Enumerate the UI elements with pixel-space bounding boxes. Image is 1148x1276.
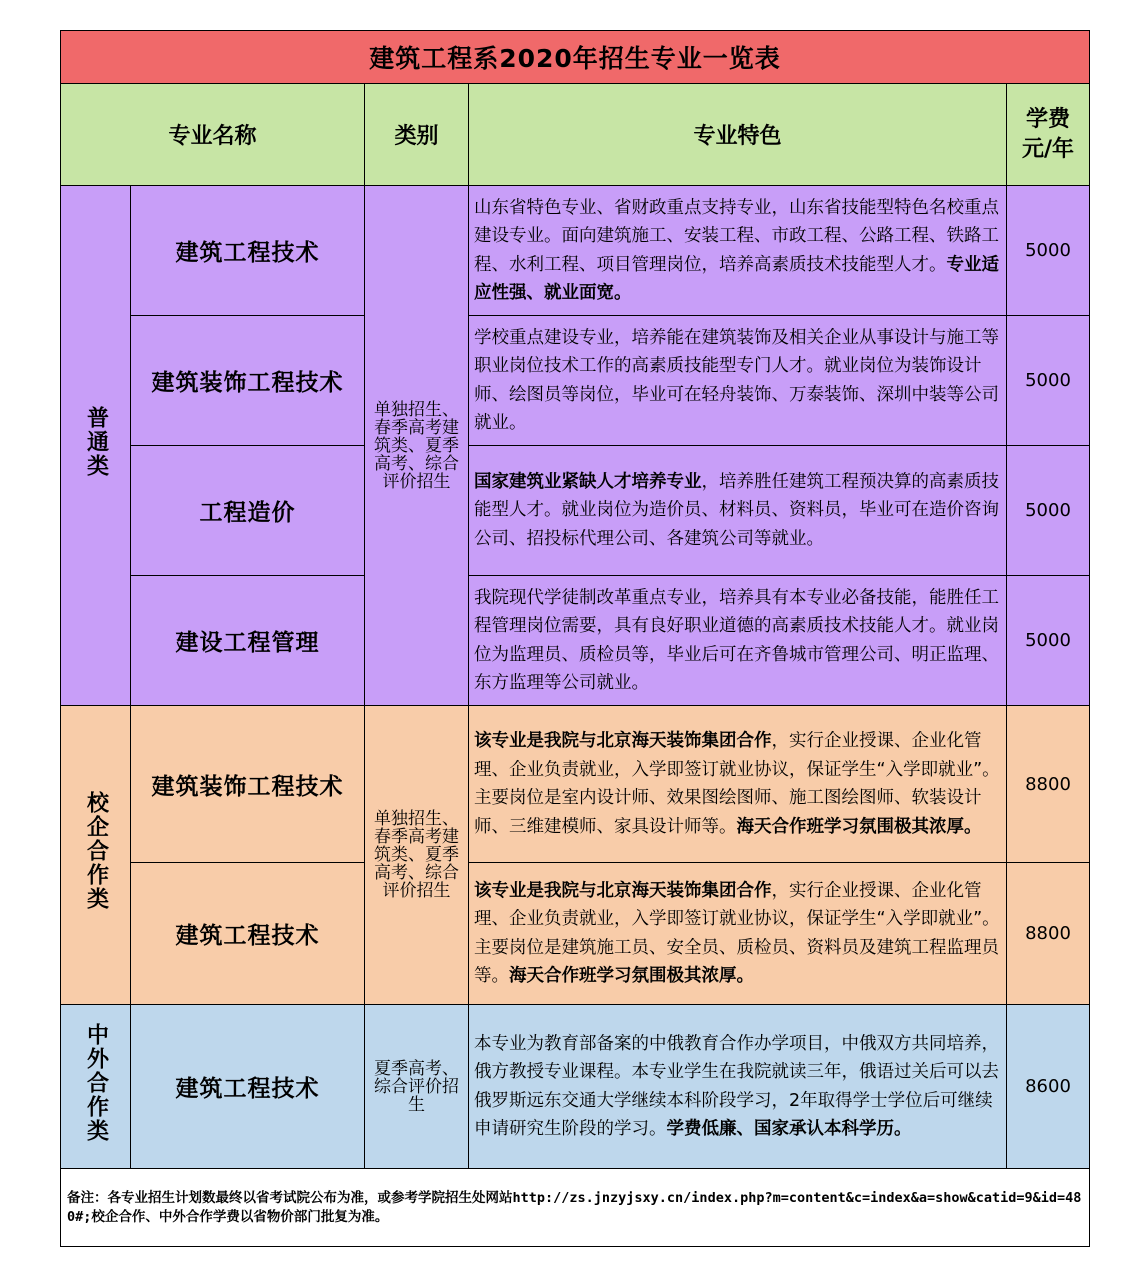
- table-row: [61, 186, 1090, 316]
- group-label-general: 普通类: [61, 186, 131, 706]
- major-features: 本专业为教育部备案的中俄教育合作办学项目，中俄双方共同培养，俄方教授专业课程。本专业学生在我院就读三年，俄语过关后可以去俄罗斯远东交通大学继续本科阶段学习，2年取得学士学位后可继续申请研究生阶段的学习。学费低廉、国家承认本科学历。: [469, 1005, 1007, 1169]
- header-fee-line2: 元/年: [1021, 136, 1075, 162]
- major-features: 该专业是我院与北京海天装饰集团合作，实行企业授课、企业化管理、企业负责就业，入学即签订就业协议，保证学生“入学即就业”。 主要岗位是室内设计师、效果图绘图师、施工图绘图师、软装设计师、三维建模师、家具设计师等。海天合作班学习氛围极其浓厚。: [469, 706, 1007, 863]
- major-name: 建筑装饰工程技术: [131, 316, 365, 446]
- major-name: 建筑工程技术: [131, 863, 365, 1005]
- table-title: 建筑工程系2020年招生专业一览表: [61, 31, 1090, 84]
- group-label-sino-foreign: 中外合作类: [61, 1005, 131, 1169]
- table-row: [61, 316, 1090, 446]
- major-name: 建筑装饰工程技术: [131, 706, 365, 863]
- tuition-fee: 5000: [1007, 186, 1090, 316]
- category-sino-foreign: 夏季高考、综合评价招生: [365, 1005, 469, 1169]
- major-features: 该专业是我院与北京海天装饰集团合作，实行企业授课、企业化管理、企业负责就业，入学即签订就业协议，保证学生“入学即就业”。 主要岗位是建筑施工员、安全员、质检员、资料员及建筑工程监理员等。海天合作班学习氛围极其浓厚。: [469, 863, 1007, 1005]
- major-name: 建筑工程技术: [131, 186, 365, 316]
- major-features: 我院现代学徒制改革重点专业，培养具有本专业必备技能，能胜任工程管理岗位需要，具有良好职业道德的高素质技术技能人才。就业岗位为监理员、质检员等，毕业后可在齐鲁城市管理公司、明正监理、东方监理等公司就业。: [469, 576, 1007, 706]
- tuition-fee: 8800: [1007, 863, 1090, 1005]
- major-features: 学校重点建设专业，培养能在建筑装饰及相关企业从事设计与施工等职业岗位技术工作的高素质技能型专门人才。就业岗位为装饰设计师、绘图员等岗位，毕业可在轻舟装饰、万泰装饰、深圳中装等公司就业。: [469, 316, 1007, 446]
- major-name: 建设工程管理: [131, 576, 365, 706]
- header-category: 类别: [365, 84, 469, 186]
- table-row: [61, 446, 1090, 576]
- table-row: [61, 1005, 1090, 1169]
- category-general: 单独招生、春季高考建筑类、夏季高考、综合评价招生: [365, 186, 469, 706]
- group-label-school-enterprise: 校企合作类: [61, 706, 131, 1005]
- header-major-name: 专业名称: [61, 84, 365, 186]
- major-features: 国家建筑业紧缺人才培养专业，培养胜任建筑工程预决算的高素质技能型人才。就业岗位为造价员、材料员、资料员，毕业可在造价咨询公司、招投标代理公司、各建筑公司等就业。: [469, 446, 1007, 576]
- tuition-fee: 5000: [1007, 446, 1090, 576]
- tuition-fee: 8800: [1007, 706, 1090, 863]
- tuition-fee: 5000: [1007, 316, 1090, 446]
- tuition-fee: 8600: [1007, 1005, 1090, 1169]
- admissions-table: [60, 30, 1090, 1247]
- header-features: 专业特色: [469, 84, 1007, 186]
- table-row: [61, 863, 1090, 1005]
- footnote: 备注：各专业招生计划数最终以省考试院公布为准，或参考学院招生处网站http://zs.jnzyjsxy.cn/index.php?m=content&c=index&a=show&catid=9&id=480#;校企合作、中外合作学费以省物价部门批复为准。: [61, 1169, 1090, 1247]
- category-school-enterprise: 单独招生、春季高考建筑类、夏季高考、综合评价招生: [365, 706, 469, 1005]
- major-name: 建筑工程技术: [131, 1005, 365, 1169]
- table-row: [61, 706, 1090, 863]
- major-features: 山东省特色专业、省财政重点支持专业，山东省技能型特色名校重点建设专业。面向建筑施工、安装工程、市政工程、公路工程、铁路工程、水利工程、项目管理岗位，培养高素质技术技能型人才。专业适应性强、就业面宽。: [469, 186, 1007, 316]
- major-name: 工程造价: [131, 446, 365, 576]
- table-row: [61, 576, 1090, 706]
- header-fee: [1007, 84, 1090, 186]
- header-fee-line1: 学费: [1026, 106, 1071, 132]
- tuition-fee: 5000: [1007, 576, 1090, 706]
